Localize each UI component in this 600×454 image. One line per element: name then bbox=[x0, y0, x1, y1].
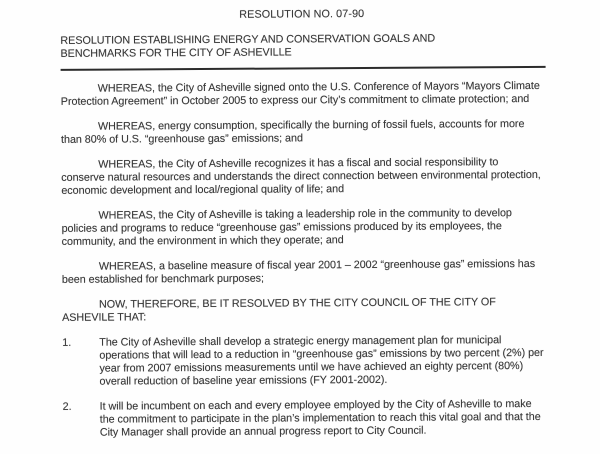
numbered-item bbox=[63, 398, 546, 440]
item-text: The City of Asheville shall develop a strategic energy management plan for municipal operations that will lead to a reduction in “greenhouse gas” emissions by two percent (2%) per year from 2007 emissions measurements until we have achieved an eighty percent (80%) overall reduction of baseline year emissions (FY 2001-2002). bbox=[99, 334, 544, 388]
whereas-clauses bbox=[61, 80, 545, 325]
document-paragraph: WHEREAS, the City of Asheville signed onto the U.S. Conference of Mayors “Mayors Climate Protection Agreement” in October 2005 to express our City’s commitment to climate protection; and bbox=[60, 79, 540, 108]
document-paragraph: WHEREAS, the City of Asheville is taking a leadership role in the community to develop policies and programs to reduce “greenhouse gas” emissions produced by its employees, the community, and the environment in which they operate; and bbox=[61, 207, 512, 248]
document-paragraph: WHEREAS, a baseline measure of fiscal year 2001 – 2002 “greenhouse gas” emissions has been established for benchmark purposes; bbox=[61, 257, 536, 286]
resolution-numbered-items bbox=[62, 334, 546, 440]
item-text: It will be incumbent on each and every employee employed by the City of Asheville to make the commitment to participate in the plan’s implementation to reach this vital goal and that the City Manager shall provide an annual progress report to City Council. bbox=[99, 397, 541, 439]
numbered-item bbox=[62, 334, 545, 389]
item-number: 2. bbox=[62, 400, 72, 413]
heading-divider-rule bbox=[61, 66, 546, 71]
document-paragraph: WHEREAS, energy consumption, specifically the burning of fossil fuels, accounts for more than 80% of U.S. “greenhouse gas” emissions; and bbox=[60, 118, 525, 146]
document-title: RESOLUTION NO. 07-90 bbox=[239, 8, 365, 21]
item-number: 1. bbox=[62, 336, 72, 349]
document-paragraph: NOW, THEREFORE, BE IT RESOLVED BY THE CITY COUNCIL OF THE CITY OF ASHEVILE THAT: bbox=[62, 296, 496, 324]
document-paragraph: WHEREAS, the City of Asheville recognizes it has a fiscal and social responsibility to conserve natural resources and understands the direct connection between environmental protection, economic development and local/regional quality of life; and bbox=[61, 156, 541, 197]
document-heading: RESOLUTION ESTABLISHING ENERGY AND CONSERVATION GOALS AND BENCHMARKS FOR THE CITY OF ASHEVILLE bbox=[60, 32, 436, 60]
